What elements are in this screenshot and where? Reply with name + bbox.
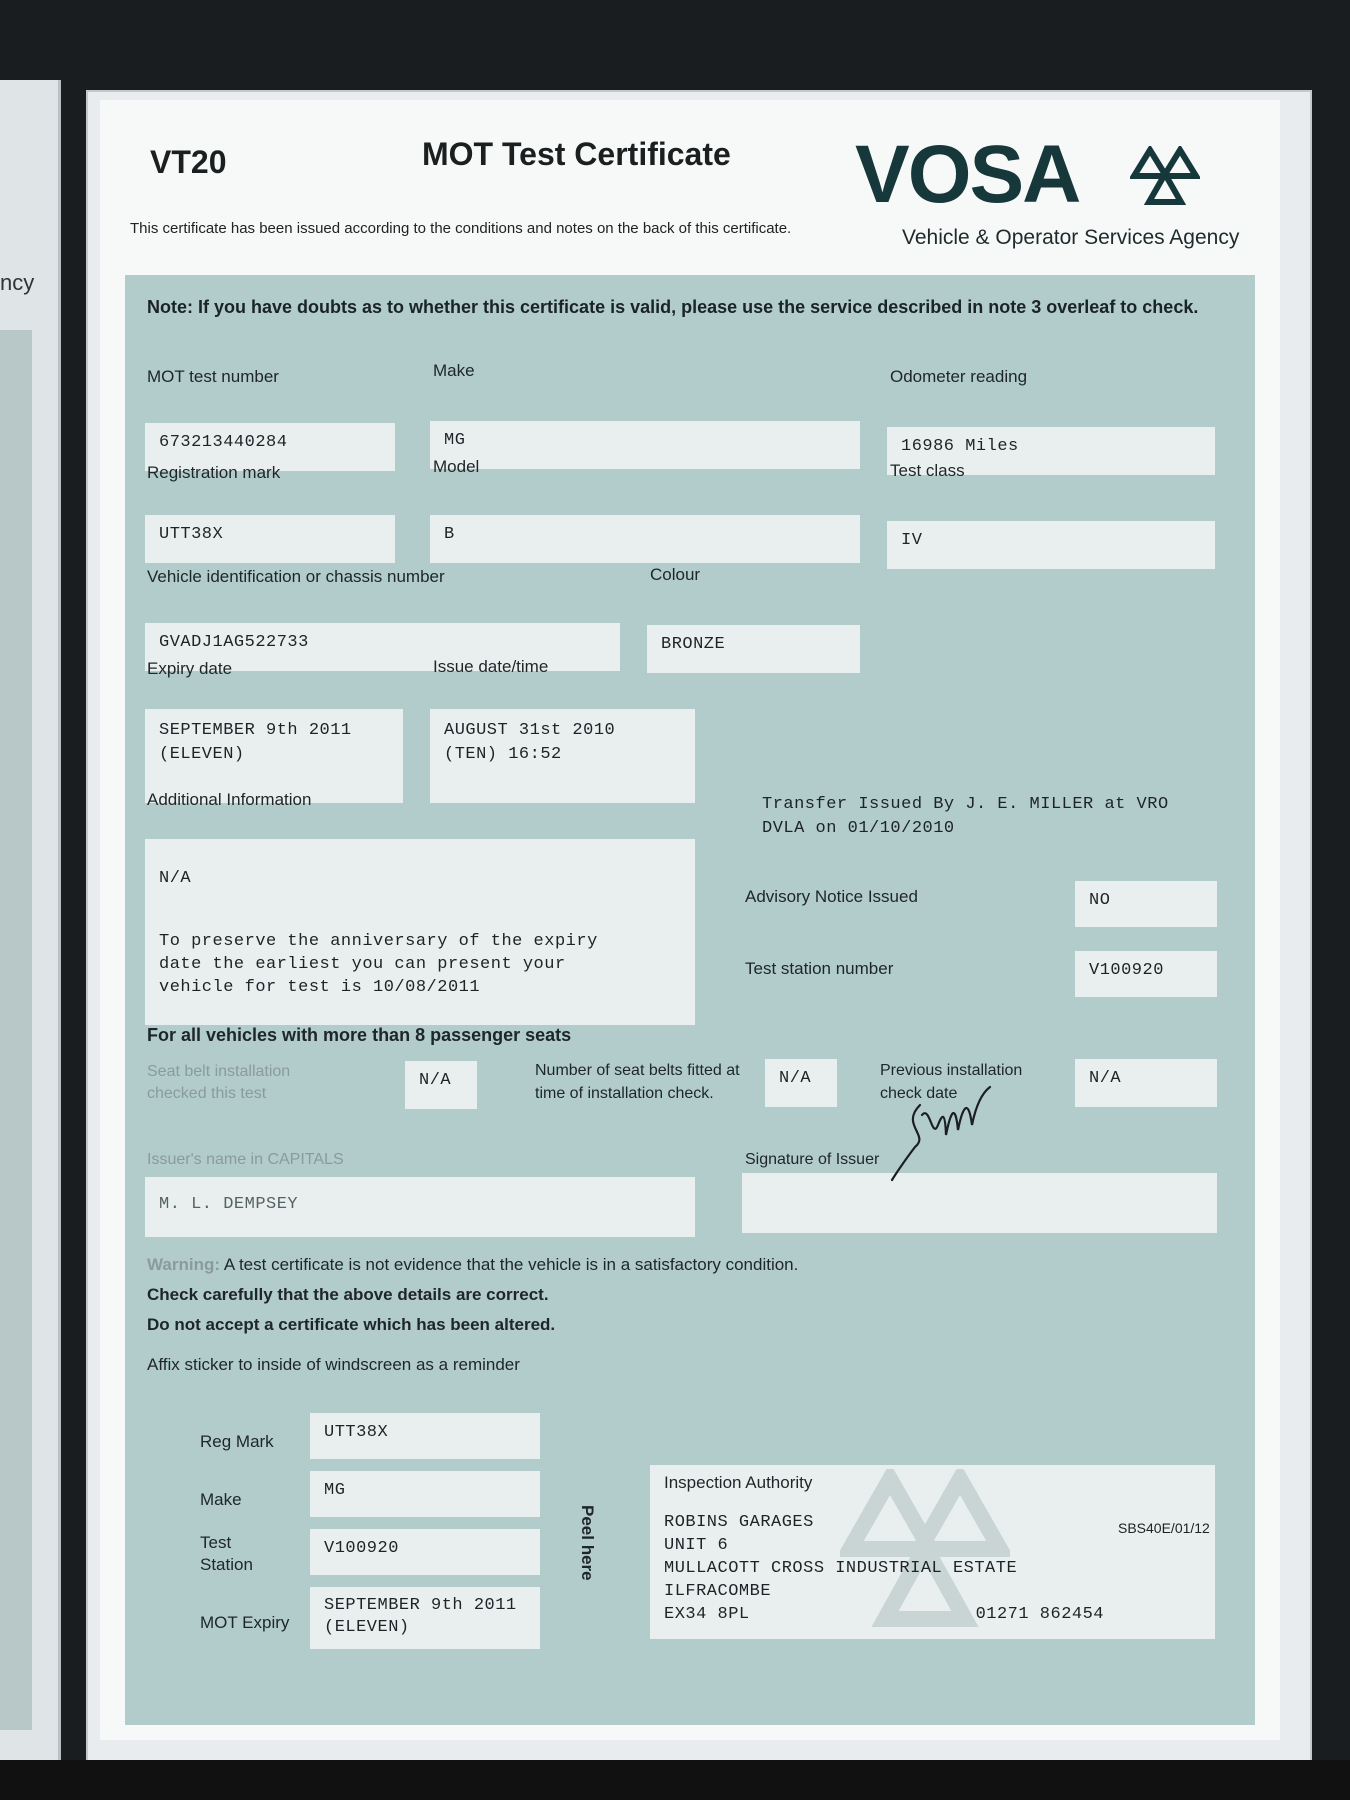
sticker-reg-label: Reg Mark <box>200 1432 274 1451</box>
vin-label: Vehicle identification or chassis number <box>147 567 445 586</box>
make-label: Make <box>433 361 475 380</box>
colour-field: BRONZE <box>647 625 860 673</box>
page-title: MOT Test Certificate <box>422 136 731 172</box>
seatbelt-count-label-line-2: time of installation check. <box>535 1085 714 1102</box>
agency-name: Vehicle & Operator Services Agency <box>902 226 1240 249</box>
seatbelt-label-line-2: checked this test <box>147 1085 267 1102</box>
sticker-expiry-line-2: (ELEVEN) <box>324 1618 410 1637</box>
additional-info-label: Additional Information <box>147 790 312 809</box>
test-station-label: Test station number <box>745 959 894 978</box>
sticker-instruction: Affix sticker to inside of windscreen as a reminder <box>147 1355 520 1374</box>
seatbelt-field: N/A <box>405 1061 477 1109</box>
inspection-authority-box <box>650 1465 1215 1639</box>
sticker-expiry-line-1: SEPTEMBER 9th 2011 <box>324 1596 517 1615</box>
seatbelt-count-label-line-1: Number of seat belts fitted at <box>535 1062 740 1079</box>
expiry-label: Expiry date <box>147 659 233 678</box>
additional-info-value: N/A <box>159 869 192 888</box>
mot-test-number-label: MOT test number <box>147 367 279 386</box>
seatbelt-label-line-1: Seat belt installation <box>147 1063 291 1080</box>
model-field: B <box>430 515 860 563</box>
additional-info-line-2: date the earliest you can present your <box>159 955 566 974</box>
warning-text: A test certificate is not evidence that the vehicle is in a satisfactory condition. <box>223 1255 799 1274</box>
sticker-reg-field: UTT38X <box>310 1413 540 1459</box>
authority-line-2: UNIT 6 <box>664 1536 729 1555</box>
adjacent-page <box>0 80 61 1760</box>
warning-line-1 <box>147 1255 798 1275</box>
adjacent-page-text: ncy <box>0 270 35 295</box>
test-class-field: IV <box>887 521 1215 569</box>
issuer-name-label: Issuer's name in CAPITALS <box>147 1151 344 1168</box>
issue-line-2: (TEN) 16:52 <box>444 745 562 764</box>
sticker-make-label: Make <box>200 1490 242 1509</box>
registration-field: UTT38X <box>145 515 395 563</box>
test-class-label: Test class <box>890 461 965 480</box>
sticker-station-label <box>200 1532 253 1576</box>
issue-line-1: AUGUST 31st 2010 <box>444 721 616 740</box>
colour-label: Colour <box>650 565 701 584</box>
previous-check-label-line-1: Previous installation <box>880 1062 1023 1079</box>
issued-note: This certificate has been issued according to the conditions and notes on the back of this certificate. <box>130 220 792 237</box>
sticker-make-field: MG <box>310 1471 540 1517</box>
sticker-station-label-line-1: Test <box>200 1533 232 1552</box>
issuer-signature-icon <box>890 1085 1000 1185</box>
previous-check-field: N/A <box>1075 1059 1217 1107</box>
issue-label: Issue date/time <box>433 657 549 676</box>
passenger-heading: For all vehicles with more than 8 passenger seats <box>147 1025 572 1045</box>
previous-check-label-line-2: check date <box>880 1085 958 1102</box>
issue-field <box>430 709 695 803</box>
odometer-label: Odometer reading <box>890 367 1028 386</box>
authority-phone: 01271 862454 <box>975 1605 1104 1624</box>
odometer-field: 16986 Miles <box>887 427 1215 475</box>
validity-note: Note: If you have doubts as to whether this certificate is valid, please use the service described in note 3 overleaf to check. <box>147 297 1199 317</box>
model-label: Model <box>433 457 480 476</box>
additional-info-line-3: vehicle for test is 10/08/2011 <box>159 978 481 997</box>
certificate-panel <box>125 275 1255 1725</box>
make-field: MG <box>430 421 860 469</box>
advisory-field: NO <box>1075 881 1217 927</box>
warning-line-2: Check carefully that the above details are correct. <box>147 1285 549 1304</box>
warning-prefix: Warning: <box>147 1255 221 1274</box>
advisory-label: Advisory Notice Issued <box>745 887 918 906</box>
authority-line-4: ILFRACOMBE <box>664 1582 772 1601</box>
vosa-logo-text: VOSA <box>855 129 1080 220</box>
vosa-logo <box>855 128 1185 218</box>
transfer-line-2: DVLA on 01/10/2010 <box>762 819 955 838</box>
sticker-station-field: V100920 <box>310 1529 540 1575</box>
additional-info-field <box>145 839 695 1025</box>
registration-label: Registration mark <box>147 463 281 482</box>
mot-test-number-field: 673213440284 <box>145 423 395 471</box>
warning-line-3: Do not accept a certificate which has been altered. <box>147 1315 556 1334</box>
additional-info-line-1: To preserve the anniversary of the expiry <box>159 932 598 951</box>
transfer-note <box>762 793 1169 841</box>
expiry-line-2: (ELEVEN) <box>159 745 245 764</box>
seatbelt-count-label <box>535 1059 740 1105</box>
expiry-line-1: SEPTEMBER 9th 2011 <box>159 721 352 740</box>
triangle-logo-icon <box>1130 146 1200 206</box>
authority-line-5: EX34 8PL <box>664 1605 750 1624</box>
transfer-line-1: Transfer Issued By J. E. MILLER at VRO <box>762 795 1169 814</box>
background-strip <box>0 1760 1350 1800</box>
adjacent-page-band <box>0 330 32 1730</box>
test-station-field: V100920 <box>1075 951 1217 997</box>
form-reference: SBS40E/01/12 <box>1118 1520 1210 1536</box>
sticker-station-label-line-2: Station <box>200 1555 253 1574</box>
expiry-field <box>145 709 403 803</box>
vin-field: GVADJ1AG522733 <box>145 623 620 671</box>
authority-line-1: ROBINS GARAGES <box>664 1513 814 1532</box>
seatbelt-count-field: N/A <box>765 1059 837 1107</box>
inspection-authority-label: Inspection Authority <box>664 1473 813 1492</box>
sticker-expiry-label: MOT Expiry <box>200 1613 290 1632</box>
seatbelt-label <box>147 1061 290 1105</box>
issuer-name-field: M. L. DEMPSEY <box>145 1177 695 1237</box>
sticker-expiry-field <box>310 1587 540 1649</box>
peel-here-label: Peel here <box>578 1505 597 1581</box>
authority-line-3: MULLACOTT CROSS INDUSTRIAL ESTATE <box>664 1559 1018 1578</box>
mot-certificate <box>100 100 1280 1740</box>
signature-label: Signature of Issuer <box>745 1151 880 1168</box>
form-code: VT20 <box>150 144 227 180</box>
